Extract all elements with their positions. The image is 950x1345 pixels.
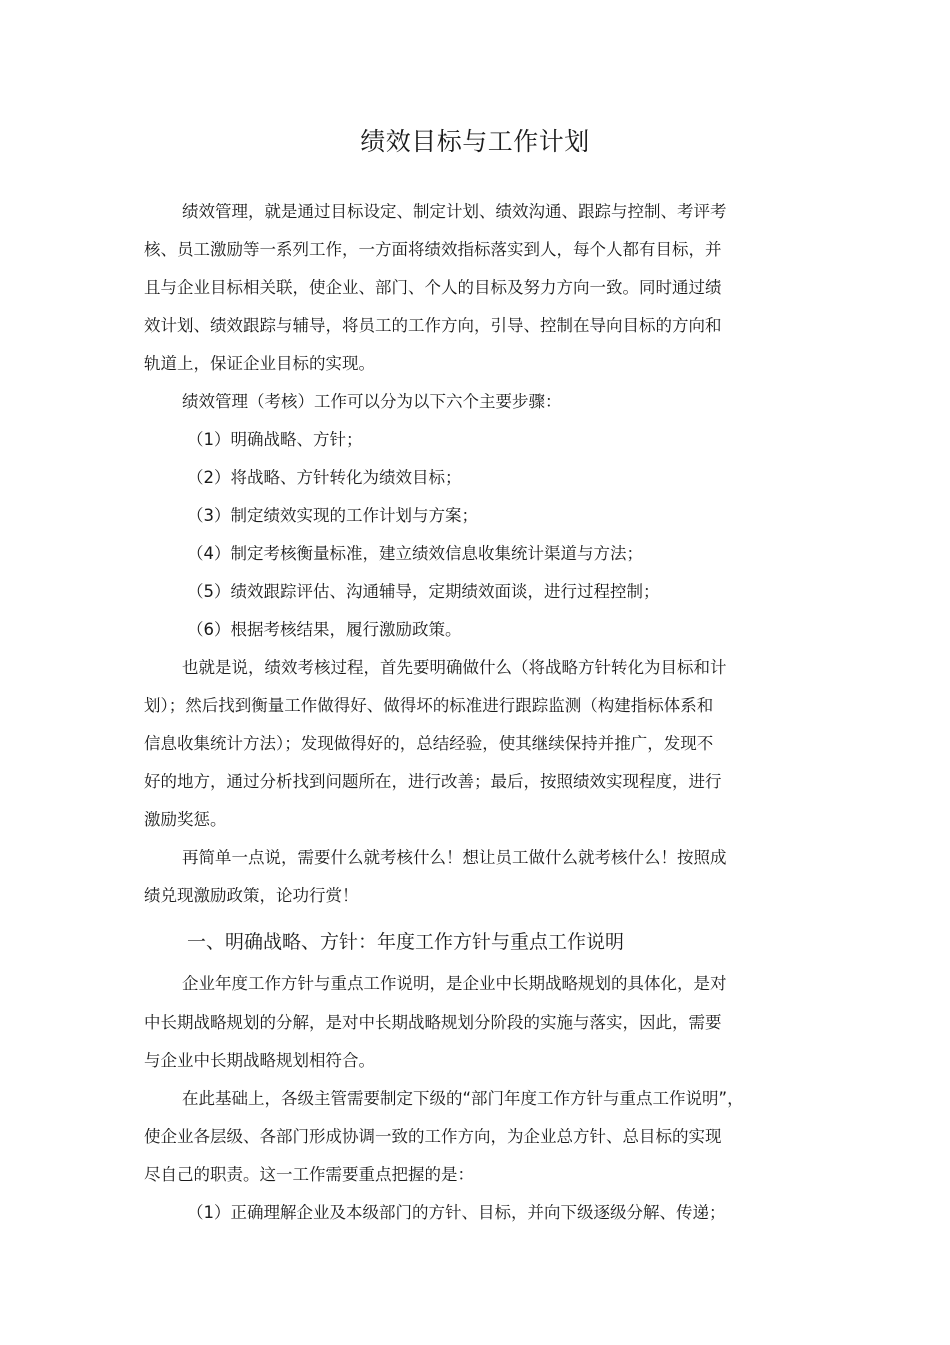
list-item: （5）绩效跟踪评估、沟通辅导，定期绩效面谈，进行过程控制； <box>187 582 660 601</box>
paragraph-line: 好的地方，通过分析找到问题所在，进行改善；最后，按照绩效实现程度，进行 <box>144 772 722 791</box>
document-title: 绩效目标与工作计划 <box>360 127 590 156</box>
list-item: （1）正确理解企业及本级部门的方针、目标，并向下级逐级分解、传递； <box>187 1203 726 1222</box>
paragraph-line: 且与企业目标相关联，使企业、部门、个人的目标及努力方向一致。同时通过绩 <box>144 278 722 297</box>
paragraph-line: 核、员工激励等一系列工作，一方面将绩效指标落实到人，每个人都有目标，并 <box>144 240 722 259</box>
list-item: （3）制定绩效实现的工作计划与方案； <box>187 506 478 525</box>
list-item: （6）根据考核结果，履行激励政策。 <box>187 620 462 639</box>
paragraph-line: 绩效管理，就是通过目标设定、制定计划、绩效沟通、跟踪与控制、考评考 <box>182 202 727 221</box>
paragraph-line: 使企业各层级、各部门形成协调一致的工作方向，为企业总方针、总目标的实现 <box>144 1127 722 1146</box>
paragraph-line: 也就是说，绩效考核过程，首先要明确做什么（将战略方针转化为目标和计 <box>182 658 727 677</box>
paragraph-line: 效计划、绩效跟踪与辅导，将员工的工作方向，引导、控制在导向目标的方向和 <box>144 316 722 335</box>
paragraph-line: 绩兑现激励政策，论功行赏！ <box>144 886 359 905</box>
paragraph-line: 企业年度工作方针与重点工作说明，是企业中长期战略规划的具体化，是对 <box>182 974 727 993</box>
list-item: （1）明确战略、方针； <box>187 430 363 449</box>
paragraph-line: 信息收集统计方法）；发现做得好的，总结经验，使其继续保持并推广，发现不 <box>144 734 714 753</box>
paragraph-line: 绩效管理（考核）工作可以分为以下六个主要步骤： <box>182 392 562 411</box>
paragraph-line: 与企业中长期战略规划相符合。 <box>144 1051 375 1070</box>
paragraph-line: 轨道上，保证企业目标的实现。 <box>144 354 375 373</box>
paragraph-line: 激励奖惩。 <box>144 810 227 829</box>
list-item: （4）制定考核衡量标准，建立绩效信息收集统计渠道与方法； <box>187 544 643 563</box>
paragraph-line: 在此基础上，各级主管需要制定下级的“部门年度工作方针与重点工作说明”， <box>182 1089 744 1108</box>
section-heading: 一、明确战略、方针：年度工作方针与重点工作说明 <box>187 931 625 953</box>
paragraph-line: 中长期战略规划的分解，是对中长期战略规划分阶段的实施与落实，因此，需要 <box>144 1013 722 1032</box>
list-item: （2）将战略、方针转化为绩效目标； <box>187 468 462 487</box>
paragraph-line: 再简单一点说，需要什么就考核什么！想让员工做什么就考核什么！按照成 <box>182 848 727 867</box>
paragraph-line: 划）；然后找到衡量工作做得好、做得坏的标准进行跟踪监测（构建指标体系和 <box>144 696 714 715</box>
paragraph-line: 尽自己的职责。这一工作需要重点把握的是： <box>144 1165 474 1184</box>
